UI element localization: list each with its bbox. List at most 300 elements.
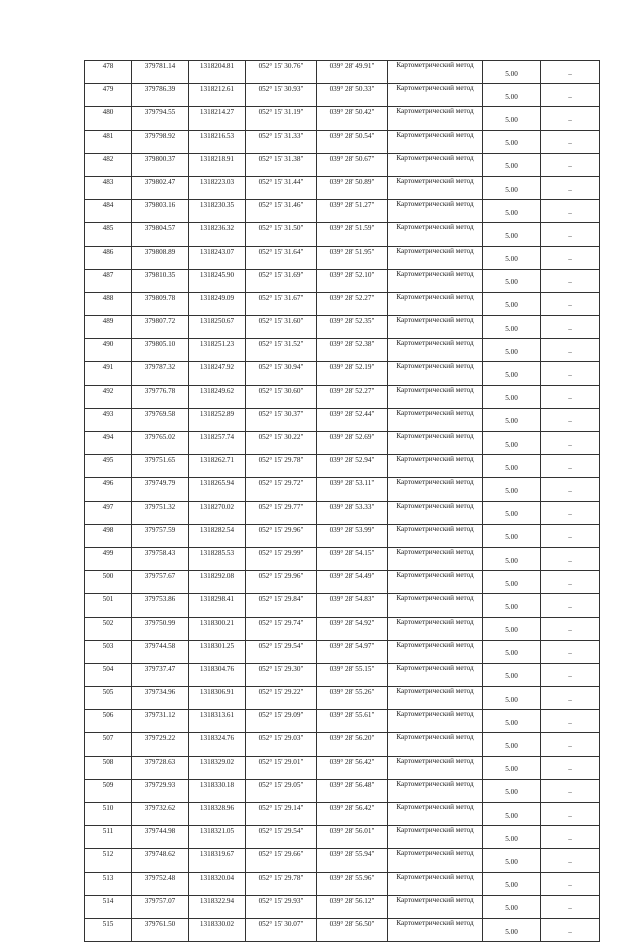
point-number-cell: 485: [85, 223, 132, 246]
table-row: [85, 895, 600, 918]
y-coordinate-cell: 1318230.35: [189, 200, 246, 223]
method-cell: Картометрический метод: [388, 385, 483, 408]
point-number-cell: 512: [85, 849, 132, 872]
y-coordinate-cell: 1318285.53: [189, 547, 246, 570]
method-cell: Картометрический метод: [388, 756, 483, 779]
latitude-cell: 052° 15' 29.84": [246, 594, 317, 617]
latitude-cell: 052° 15' 29.09": [246, 710, 317, 733]
accuracy-cell: 5.00: [483, 130, 541, 153]
table-row: [85, 455, 600, 478]
x-coordinate-cell: 379744.58: [132, 640, 189, 663]
y-coordinate-cell: 1318243.07: [189, 246, 246, 269]
x-coordinate-cell: 379765.02: [132, 432, 189, 455]
table-row: [85, 408, 600, 431]
table-row: [85, 153, 600, 176]
note-cell: –: [541, 292, 600, 315]
method-cell: Картометрический метод: [388, 872, 483, 895]
note-cell: –: [541, 200, 600, 223]
note-cell: –: [541, 130, 600, 153]
accuracy-cell: 5.00: [483, 153, 541, 176]
x-coordinate-cell: 379744.98: [132, 826, 189, 849]
point-number-cell: 490: [85, 339, 132, 362]
note-cell: –: [541, 176, 600, 199]
method-cell: Картометрический метод: [388, 107, 483, 130]
accuracy-cell: 5.00: [483, 223, 541, 246]
longitude-cell: 039° 28' 54.15": [317, 547, 388, 570]
y-coordinate-cell: 1318329.02: [189, 756, 246, 779]
latitude-cell: 052° 15' 30.94": [246, 362, 317, 385]
point-number-cell: 494: [85, 432, 132, 455]
point-number-cell: 483: [85, 176, 132, 199]
x-coordinate-cell: 379748.62: [132, 849, 189, 872]
table-row: [85, 687, 600, 710]
note-cell: –: [541, 269, 600, 292]
coordinates-table: [84, 60, 600, 942]
note-cell: –: [541, 339, 600, 362]
accuracy-cell: 5.00: [483, 571, 541, 594]
latitude-cell: 052° 15' 30.93": [246, 84, 317, 107]
x-coordinate-cell: 379781.14: [132, 61, 189, 84]
method-cell: Картометрический метод: [388, 292, 483, 315]
method-cell: Картометрический метод: [388, 362, 483, 385]
longitude-cell: 039° 28' 51.27": [317, 200, 388, 223]
y-coordinate-cell: 1318319.67: [189, 849, 246, 872]
x-coordinate-cell: 379750.99: [132, 617, 189, 640]
x-coordinate-cell: 379757.07: [132, 895, 189, 918]
latitude-cell: 052° 15' 31.67": [246, 292, 317, 315]
point-number-cell: 497: [85, 501, 132, 524]
x-coordinate-cell: 379734.96: [132, 687, 189, 710]
accuracy-cell: 5.00: [483, 872, 541, 895]
table-row: [85, 478, 600, 501]
y-coordinate-cell: 1318298.41: [189, 594, 246, 617]
point-number-cell: 491: [85, 362, 132, 385]
latitude-cell: 052° 15' 29.14": [246, 803, 317, 826]
x-coordinate-cell: 379753.86: [132, 594, 189, 617]
longitude-cell: 039° 28' 54.92": [317, 617, 388, 640]
method-cell: Картометрический метод: [388, 455, 483, 478]
y-coordinate-cell: 1318324.76: [189, 733, 246, 756]
x-coordinate-cell: 379757.59: [132, 524, 189, 547]
method-cell: Картометрический метод: [388, 779, 483, 802]
point-number-cell: 508: [85, 756, 132, 779]
accuracy-cell: 5.00: [483, 269, 541, 292]
point-number-cell: 498: [85, 524, 132, 547]
latitude-cell: 052° 15' 31.69": [246, 269, 317, 292]
note-cell: –: [541, 895, 600, 918]
method-cell: Картометрический метод: [388, 571, 483, 594]
y-coordinate-cell: 1318282.54: [189, 524, 246, 547]
latitude-cell: 052° 15' 31.64": [246, 246, 317, 269]
y-coordinate-cell: 1318247.92: [189, 362, 246, 385]
method-cell: Картометрический метод: [388, 687, 483, 710]
y-coordinate-cell: 1318330.02: [189, 918, 246, 941]
latitude-cell: 052° 15' 29.54": [246, 640, 317, 663]
note-cell: –: [541, 107, 600, 130]
latitude-cell: 052° 15' 29.72": [246, 478, 317, 501]
accuracy-cell: 5.00: [483, 339, 541, 362]
note-cell: –: [541, 432, 600, 455]
point-number-cell: 506: [85, 710, 132, 733]
longitude-cell: 039° 28' 54.49": [317, 571, 388, 594]
table-body: [85, 61, 600, 942]
latitude-cell: 052° 15' 30.76": [246, 61, 317, 84]
latitude-cell: 052° 15' 30.22": [246, 432, 317, 455]
longitude-cell: 039° 28' 52.35": [317, 316, 388, 339]
accuracy-cell: 5.00: [483, 385, 541, 408]
method-cell: Картометрический метод: [388, 176, 483, 199]
longitude-cell: 039° 28' 50.33": [317, 84, 388, 107]
longitude-cell: 039° 28' 52.94": [317, 455, 388, 478]
point-number-cell: 500: [85, 571, 132, 594]
longitude-cell: 039° 28' 50.67": [317, 153, 388, 176]
x-coordinate-cell: 379751.65: [132, 455, 189, 478]
table-row: [85, 663, 600, 686]
note-cell: –: [541, 316, 600, 339]
y-coordinate-cell: 1318218.91: [189, 153, 246, 176]
note-cell: –: [541, 756, 600, 779]
x-coordinate-cell: 379804.57: [132, 223, 189, 246]
longitude-cell: 039° 28' 50.89": [317, 176, 388, 199]
y-coordinate-cell: 1318313.61: [189, 710, 246, 733]
note-cell: –: [541, 849, 600, 872]
accuracy-cell: 5.00: [483, 895, 541, 918]
method-cell: Картометрический метод: [388, 803, 483, 826]
latitude-cell: 052° 15' 29.96": [246, 571, 317, 594]
latitude-cell: 052° 15' 31.33": [246, 130, 317, 153]
longitude-cell: 039° 28' 52.69": [317, 432, 388, 455]
accuracy-cell: 5.00: [483, 617, 541, 640]
note-cell: –: [541, 663, 600, 686]
longitude-cell: 039° 28' 56.20": [317, 733, 388, 756]
accuracy-cell: 5.00: [483, 663, 541, 686]
accuracy-cell: 5.00: [483, 547, 541, 570]
note-cell: –: [541, 153, 600, 176]
accuracy-cell: 5.00: [483, 803, 541, 826]
method-cell: Картометрический метод: [388, 408, 483, 431]
longitude-cell: 039° 28' 56.50": [317, 918, 388, 941]
method-cell: Картометрический метод: [388, 710, 483, 733]
longitude-cell: 039° 28' 53.99": [317, 524, 388, 547]
longitude-cell: 039° 28' 56.48": [317, 779, 388, 802]
longitude-cell: 039° 28' 54.83": [317, 594, 388, 617]
accuracy-cell: 5.00: [483, 594, 541, 617]
accuracy-cell: 5.00: [483, 292, 541, 315]
x-coordinate-cell: 379807.72: [132, 316, 189, 339]
y-coordinate-cell: 1318214.27: [189, 107, 246, 130]
table-row: [85, 501, 600, 524]
method-cell: Картометрический метод: [388, 640, 483, 663]
method-cell: Картометрический метод: [388, 895, 483, 918]
note-cell: –: [541, 385, 600, 408]
x-coordinate-cell: 379803.16: [132, 200, 189, 223]
point-number-cell: 484: [85, 200, 132, 223]
point-number-cell: 502: [85, 617, 132, 640]
method-cell: Картометрический метод: [388, 432, 483, 455]
latitude-cell: 052° 15' 30.07": [246, 918, 317, 941]
y-coordinate-cell: 1318204.81: [189, 61, 246, 84]
longitude-cell: 039° 28' 52.27": [317, 385, 388, 408]
longitude-cell: 039° 28' 56.42": [317, 756, 388, 779]
table-row: [85, 269, 600, 292]
accuracy-cell: 5.00: [483, 733, 541, 756]
x-coordinate-cell: 379786.39: [132, 84, 189, 107]
longitude-cell: 039° 28' 53.33": [317, 501, 388, 524]
longitude-cell: 039° 28' 55.61": [317, 710, 388, 733]
table-row: [85, 710, 600, 733]
y-coordinate-cell: 1318223.03: [189, 176, 246, 199]
point-number-cell: 489: [85, 316, 132, 339]
method-cell: Картометрический метод: [388, 826, 483, 849]
x-coordinate-cell: 379808.89: [132, 246, 189, 269]
method-cell: Картометрический метод: [388, 153, 483, 176]
longitude-cell: 039° 28' 55.26": [317, 687, 388, 710]
point-number-cell: 504: [85, 663, 132, 686]
table-row: [85, 872, 600, 895]
point-number-cell: 501: [85, 594, 132, 617]
method-cell: Картометрический метод: [388, 594, 483, 617]
y-coordinate-cell: 1318252.89: [189, 408, 246, 431]
table-row: [85, 826, 600, 849]
accuracy-cell: 5.00: [483, 918, 541, 941]
latitude-cell: 052° 15' 29.93": [246, 895, 317, 918]
longitude-cell: 039° 28' 50.42": [317, 107, 388, 130]
y-coordinate-cell: 1318321.05: [189, 826, 246, 849]
latitude-cell: 052° 15' 29.78": [246, 455, 317, 478]
table-row: [85, 61, 600, 84]
accuracy-cell: 5.00: [483, 849, 541, 872]
point-number-cell: 513: [85, 872, 132, 895]
longitude-cell: 039° 28' 53.11": [317, 478, 388, 501]
note-cell: –: [541, 640, 600, 663]
longitude-cell: 039° 28' 55.96": [317, 872, 388, 895]
table-row: [85, 779, 600, 802]
latitude-cell: 052° 15' 30.60": [246, 385, 317, 408]
latitude-cell: 052° 15' 29.77": [246, 501, 317, 524]
method-cell: Картометрический метод: [388, 223, 483, 246]
table-row: [85, 594, 600, 617]
point-number-cell: 495: [85, 455, 132, 478]
x-coordinate-cell: 379728.63: [132, 756, 189, 779]
note-cell: –: [541, 362, 600, 385]
point-number-cell: 481: [85, 130, 132, 153]
accuracy-cell: 5.00: [483, 408, 541, 431]
note-cell: –: [541, 918, 600, 941]
latitude-cell: 052° 15' 29.54": [246, 826, 317, 849]
y-coordinate-cell: 1318249.62: [189, 385, 246, 408]
accuracy-cell: 5.00: [483, 826, 541, 849]
note-cell: –: [541, 223, 600, 246]
latitude-cell: 052° 15' 29.74": [246, 617, 317, 640]
method-cell: Картометрический метод: [388, 663, 483, 686]
y-coordinate-cell: 1318257.74: [189, 432, 246, 455]
note-cell: –: [541, 617, 600, 640]
note-cell: –: [541, 571, 600, 594]
table-row: [85, 524, 600, 547]
point-number-cell: 478: [85, 61, 132, 84]
latitude-cell: 052° 15' 29.78": [246, 872, 317, 895]
longitude-cell: 039° 28' 55.15": [317, 663, 388, 686]
table-row: [85, 803, 600, 826]
x-coordinate-cell: 379752.48: [132, 872, 189, 895]
x-coordinate-cell: 379758.43: [132, 547, 189, 570]
table-row: [85, 246, 600, 269]
longitude-cell: 039° 28' 55.94": [317, 849, 388, 872]
longitude-cell: 039° 28' 51.59": [317, 223, 388, 246]
point-number-cell: 492: [85, 385, 132, 408]
method-cell: Картометрический метод: [388, 478, 483, 501]
x-coordinate-cell: 379757.67: [132, 571, 189, 594]
latitude-cell: 052° 15' 31.38": [246, 153, 317, 176]
table-row: [85, 849, 600, 872]
longitude-cell: 039° 28' 56.12": [317, 895, 388, 918]
y-coordinate-cell: 1318306.91: [189, 687, 246, 710]
y-coordinate-cell: 1318322.94: [189, 895, 246, 918]
table-row: [85, 362, 600, 385]
longitude-cell: 039° 28' 56.42": [317, 803, 388, 826]
accuracy-cell: 5.00: [483, 84, 541, 107]
note-cell: –: [541, 594, 600, 617]
note-cell: –: [541, 803, 600, 826]
table-row: [85, 84, 600, 107]
method-cell: Картометрический метод: [388, 269, 483, 292]
x-coordinate-cell: 379732.62: [132, 803, 189, 826]
note-cell: –: [541, 547, 600, 570]
note-cell: –: [541, 710, 600, 733]
table-row: [85, 756, 600, 779]
x-coordinate-cell: 379794.55: [132, 107, 189, 130]
table-row: [85, 316, 600, 339]
method-cell: Картометрический метод: [388, 849, 483, 872]
accuracy-cell: 5.00: [483, 200, 541, 223]
x-coordinate-cell: 379805.10: [132, 339, 189, 362]
method-cell: Картометрический метод: [388, 84, 483, 107]
longitude-cell: 039° 28' 52.19": [317, 362, 388, 385]
accuracy-cell: 5.00: [483, 478, 541, 501]
latitude-cell: 052° 15' 31.46": [246, 200, 317, 223]
y-coordinate-cell: 1318250.67: [189, 316, 246, 339]
method-cell: Картометрический метод: [388, 501, 483, 524]
y-coordinate-cell: 1318249.09: [189, 292, 246, 315]
y-coordinate-cell: 1318212.61: [189, 84, 246, 107]
x-coordinate-cell: 379802.47: [132, 176, 189, 199]
latitude-cell: 052° 15' 29.66": [246, 849, 317, 872]
longitude-cell: 039° 28' 49.91": [317, 61, 388, 84]
accuracy-cell: 5.00: [483, 779, 541, 802]
y-coordinate-cell: 1318251.23: [189, 339, 246, 362]
x-coordinate-cell: 379731.12: [132, 710, 189, 733]
method-cell: Картометрический метод: [388, 918, 483, 941]
accuracy-cell: 5.00: [483, 61, 541, 84]
accuracy-cell: 5.00: [483, 640, 541, 663]
y-coordinate-cell: 1318245.90: [189, 269, 246, 292]
longitude-cell: 039° 28' 50.54": [317, 130, 388, 153]
table-row: [85, 571, 600, 594]
accuracy-cell: 5.00: [483, 524, 541, 547]
table-row: [85, 617, 600, 640]
x-coordinate-cell: 379800.37: [132, 153, 189, 176]
longitude-cell: 039° 28' 52.10": [317, 269, 388, 292]
note-cell: –: [541, 524, 600, 547]
note-cell: –: [541, 246, 600, 269]
point-number-cell: 510: [85, 803, 132, 826]
accuracy-cell: 5.00: [483, 107, 541, 130]
method-cell: Картометрический метод: [388, 339, 483, 362]
method-cell: Картометрический метод: [388, 733, 483, 756]
point-number-cell: 503: [85, 640, 132, 663]
table-row: [85, 547, 600, 570]
method-cell: Картометрический метод: [388, 130, 483, 153]
table-row: [85, 223, 600, 246]
latitude-cell: 052° 15' 30.37": [246, 408, 317, 431]
longitude-cell: 039° 28' 52.38": [317, 339, 388, 362]
y-coordinate-cell: 1318262.71: [189, 455, 246, 478]
method-cell: Картометрический метод: [388, 61, 483, 84]
latitude-cell: 052° 15' 29.22": [246, 687, 317, 710]
latitude-cell: 052° 15' 31.44": [246, 176, 317, 199]
note-cell: –: [541, 408, 600, 431]
note-cell: –: [541, 872, 600, 895]
accuracy-cell: 5.00: [483, 501, 541, 524]
point-number-cell: 505: [85, 687, 132, 710]
latitude-cell: 052° 15' 31.52": [246, 339, 317, 362]
accuracy-cell: 5.00: [483, 687, 541, 710]
point-number-cell: 480: [85, 107, 132, 130]
point-number-cell: 496: [85, 478, 132, 501]
method-cell: Картометрический метод: [388, 246, 483, 269]
point-number-cell: 507: [85, 733, 132, 756]
note-cell: –: [541, 501, 600, 524]
y-coordinate-cell: 1318300.21: [189, 617, 246, 640]
table-row: [85, 200, 600, 223]
accuracy-cell: 5.00: [483, 362, 541, 385]
x-coordinate-cell: 379729.93: [132, 779, 189, 802]
method-cell: Картометрический метод: [388, 316, 483, 339]
latitude-cell: 052° 15' 31.60": [246, 316, 317, 339]
longitude-cell: 039° 28' 52.27": [317, 292, 388, 315]
latitude-cell: 052° 15' 31.19": [246, 107, 317, 130]
point-number-cell: 509: [85, 779, 132, 802]
note-cell: –: [541, 826, 600, 849]
x-coordinate-cell: 379798.92: [132, 130, 189, 153]
note-cell: –: [541, 733, 600, 756]
table-row: [85, 432, 600, 455]
note-cell: –: [541, 779, 600, 802]
x-coordinate-cell: 379769.58: [132, 408, 189, 431]
y-coordinate-cell: 1318265.94: [189, 478, 246, 501]
point-number-cell: 493: [85, 408, 132, 431]
x-coordinate-cell: 379749.79: [132, 478, 189, 501]
latitude-cell: 052° 15' 29.01": [246, 756, 317, 779]
y-coordinate-cell: 1318328.96: [189, 803, 246, 826]
accuracy-cell: 5.00: [483, 432, 541, 455]
table-row: [85, 292, 600, 315]
table-row: [85, 130, 600, 153]
y-coordinate-cell: 1318320.04: [189, 872, 246, 895]
note-cell: –: [541, 61, 600, 84]
method-cell: Картометрический метод: [388, 524, 483, 547]
point-number-cell: 487: [85, 269, 132, 292]
latitude-cell: 052° 15' 31.50": [246, 223, 317, 246]
x-coordinate-cell: 379776.78: [132, 385, 189, 408]
accuracy-cell: 5.00: [483, 710, 541, 733]
y-coordinate-cell: 1318292.08: [189, 571, 246, 594]
point-number-cell: 499: [85, 547, 132, 570]
x-coordinate-cell: 379751.32: [132, 501, 189, 524]
y-coordinate-cell: 1318301.25: [189, 640, 246, 663]
y-coordinate-cell: 1318330.18: [189, 779, 246, 802]
accuracy-cell: 5.00: [483, 756, 541, 779]
